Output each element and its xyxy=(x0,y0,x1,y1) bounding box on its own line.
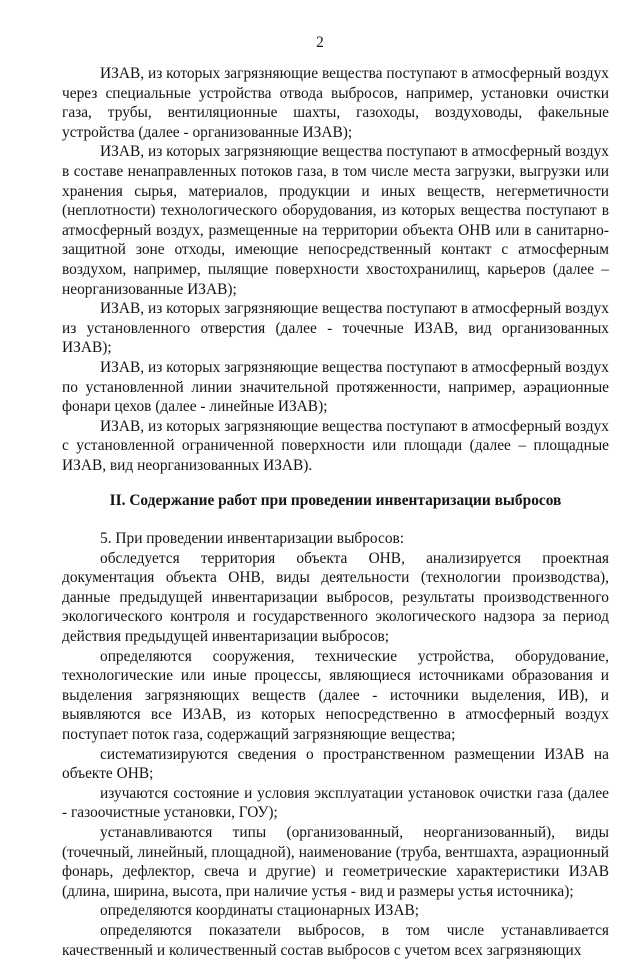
paragraph-source-coordinates: определяются координаты стационарных ИЗАВ; xyxy=(100,902,419,920)
section-heading: II. Содержание работ при проведении инвентаризации выбросов xyxy=(109,492,562,510)
paragraph-emission-sources-identification: определяются сооружения, технические устройства, оборудование, технологические или иные процессы, являющиеся источниками образования и выделения загрязняющих веществ (далее - источники выделения, ИВ), и выявляются все ИЗАВ, из которых непосредственно в атмосферный воздух поступает поток газа, содержащий загрязняющие вещества; xyxy=(62,647,609,743)
paragraph-spatial-placement: систематизируются сведения о пространственном размещении ИЗАВ на объекте ОНВ; xyxy=(62,745,609,783)
paragraph-source-types: устанавливаются типы (организованный, неорганизованный), виды (точечный, линейный, площадной), наименование (труба, вентшахта, аэрационный фонарь, дефлектор, свеча и другие) и геометрические характеристики ИЗАВ (длина, ширина, высота, при наличие устья - вид и размеры устья источника); xyxy=(62,823,609,900)
inventory-work-block xyxy=(62,529,609,960)
paragraph-territory-survey: обследуется территория объекта ОНВ, анализируется проектная документация объекта ОНВ, виды деятельности (технологии производства), данные предыдущей инвентаризации выбросов, результаты производственного экологического контроля и государственного экологического надзора за период действия предыдущей инвентаризации выбросов; xyxy=(62,549,609,646)
paragraph-area-sources: ИЗАВ, из которых загрязняющие вещества поступают в атмосферный воздух с установленной ограниченной поверхности или площади (далее – площадные ИЗАВ, вид неорганизованных ИЗАВ). xyxy=(62,417,609,474)
paragraph-unorganized-sources: ИЗАВ, из которых загрязняющие вещества поступают в атмосферный воздух в составе ненаправленных потоков газа, в том числе места загрузки, выгрузки или хранения сырья, материалов, продукции и иных веществ, негерметичности (неплотности) технологического оборудования, из которых вещества поступают в атмосферный воздух, размещенные на территории объекта ОНВ или в санитарно-защитной зоне отходы, имеющие непосредственный контакт с атмосферным воздухом, например, пылящие поверхности хвостохранилищ, карьеров (далее – неорганизованные ИЗАВ); xyxy=(62,143,609,298)
paragraph-gas-cleaning-units: изучаются состояние и условия эксплуатации установок очистки газа (далее - газоочистные установки, ГОУ); xyxy=(62,784,609,822)
paragraph-linear-sources: ИЗАВ, из которых загрязняющие вещества поступают в атмосферный воздух по установленной линии значительной протяженности, например, аэрационные фонари цехов (далее - линейные ИЗАВ); xyxy=(62,358,609,416)
paragraph-point-sources: ИЗАВ, из которых загрязняющие вещества поступают в атмосферный воздух из установленного отверстия (далее - точечные ИЗАВ, вид организованных ИЗАВ); xyxy=(62,300,609,357)
page-number: 2 xyxy=(316,34,324,51)
paragraph-emission-indicators: определяются показатели выбросов, в том числе устанавливается качественный и количественный состав выбросов с учетом всех загрязняющих xyxy=(62,921,609,959)
paragraph-item-5-intro: 5. При проведении инвентаризации выбросов: xyxy=(100,530,405,548)
definitions-block xyxy=(62,64,609,475)
paragraph-organized-sources: ИЗАВ, из которых загрязняющие вещества поступают в атмосферный воздух через специальные устройства отвода выбросов, например, установки очистки газа, трубы, вентиляционные шахты, газоходы, воздуховоды, факельные устройства (далее - организованные ИЗАВ); xyxy=(62,65,609,141)
